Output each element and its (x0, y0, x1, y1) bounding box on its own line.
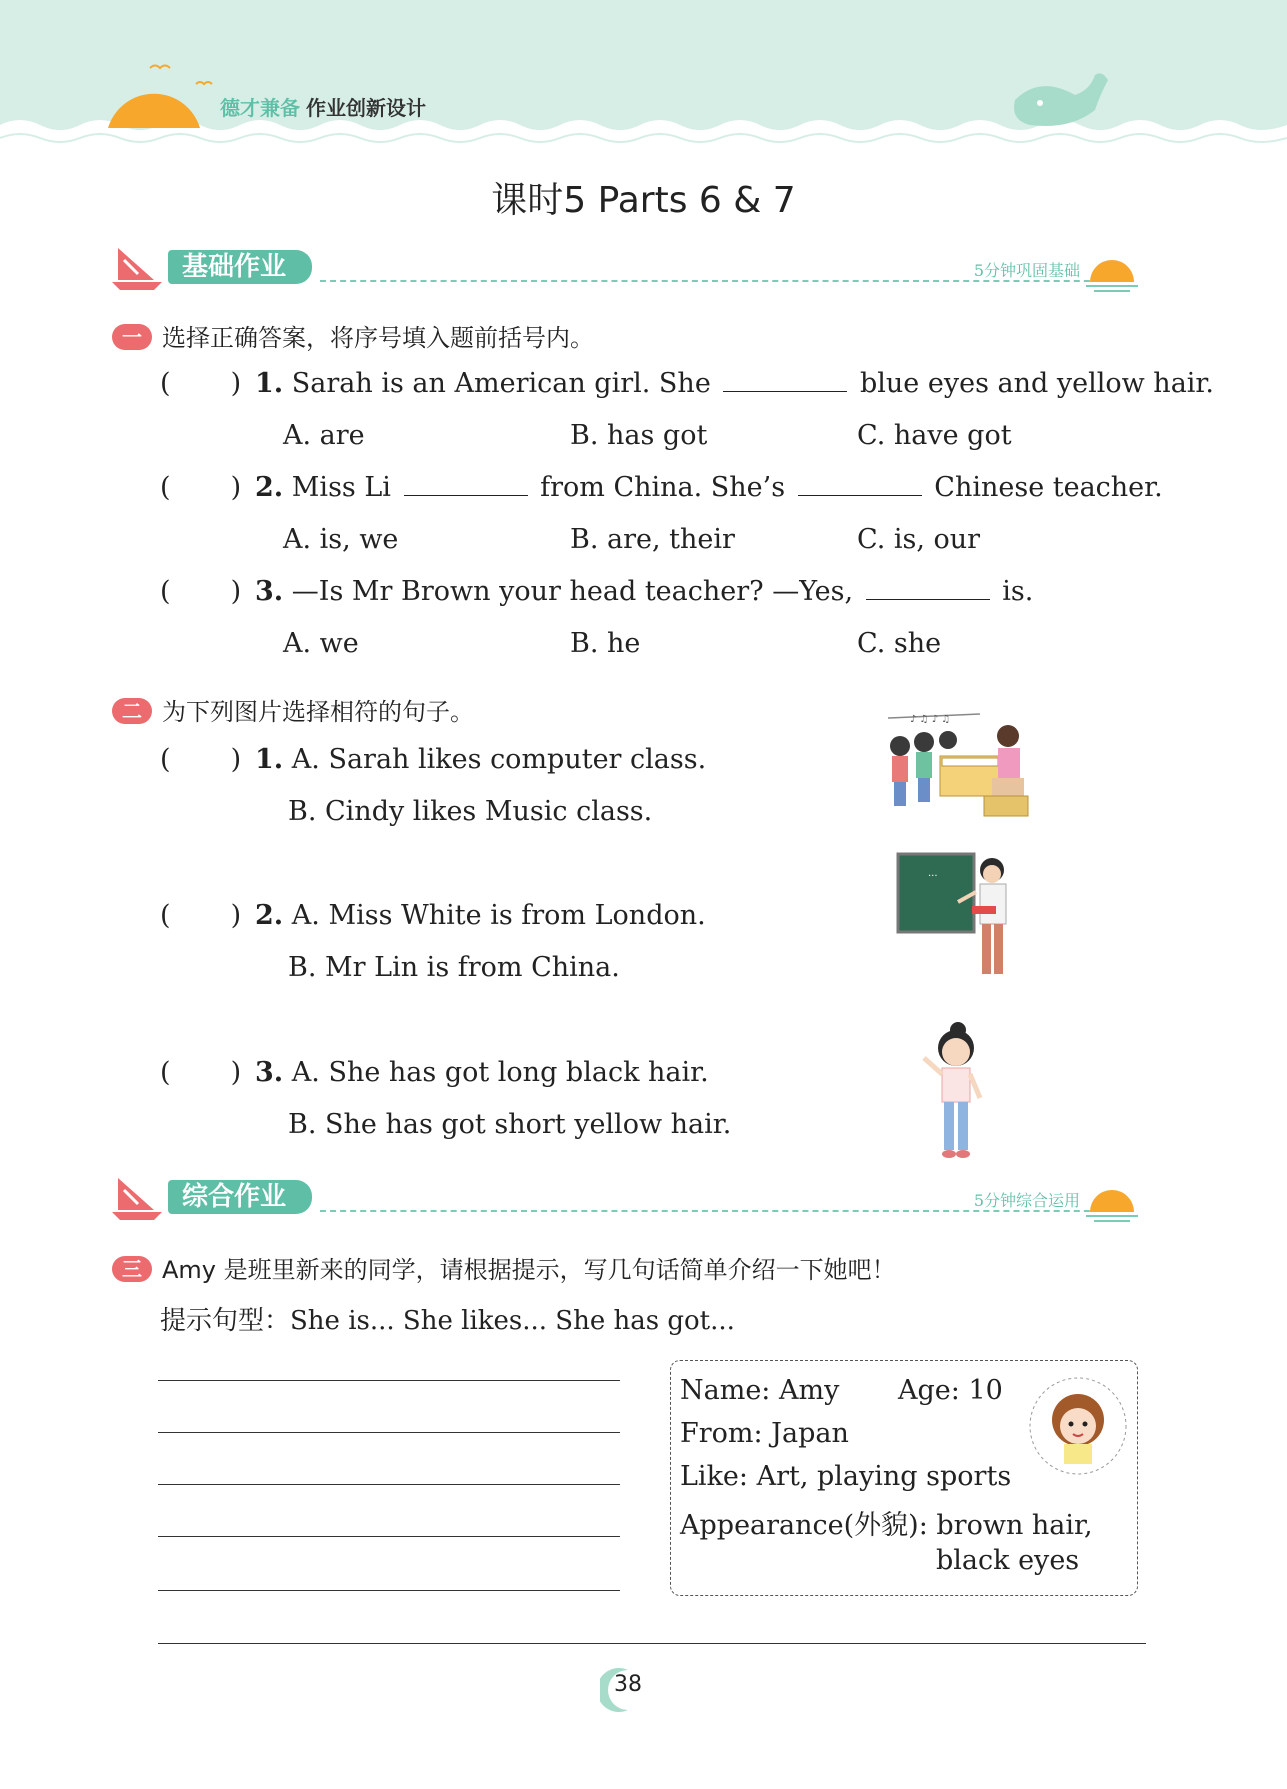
music-class-illustration (880, 706, 1030, 824)
q2-item-3-option-a: A. She has got long black hair. (291, 1057, 709, 1088)
option-b: B. he (570, 628, 641, 659)
sentence-hint: 提示句型：She is... She likes... She has got... (160, 1306, 735, 1336)
answer-bracket[interactable]: ( ) (160, 1057, 242, 1088)
q1-item-2-text-c: Chinese teacher. (934, 472, 1163, 503)
q2-item-3-a (255, 1057, 709, 1088)
header-banner (0, 0, 1287, 150)
q1-item-3-number: 3. (255, 576, 284, 607)
q2-item-1-option-b: B. Cindy likes Music class. (288, 796, 653, 827)
q2-item-2-option-a: A. Miss White is from London. (291, 900, 706, 931)
question-2-heading (112, 692, 474, 727)
answer-bracket[interactable]: ( ) (160, 576, 242, 607)
page-number: 38 (614, 1672, 642, 1697)
profile-like: Like: Art, playing sports (680, 1461, 1012, 1492)
q2-item-3-option-b: B. She has got short yellow hair. (288, 1109, 732, 1140)
q2-item-1-a (255, 744, 706, 775)
sailboat-icon (110, 244, 166, 292)
fill-blank[interactable] (798, 473, 922, 496)
footer-divider (158, 1643, 1146, 1644)
amy-avatar (1028, 1376, 1128, 1476)
q1-item-2 (255, 472, 1163, 503)
brand-slogan-a: 德才兼备 (220, 96, 300, 120)
option-b: B. are, their (570, 524, 735, 555)
question-3-heading (112, 1250, 896, 1285)
q1-item-3-text-a: —Is Mr Brown your head teacher? —Yes, (291, 576, 854, 607)
answer-bracket[interactable]: ( ) (160, 900, 242, 931)
section-basic-time: 5分钟巩固基础 (973, 261, 1080, 280)
teacher-blackboard-illustration (896, 850, 1026, 990)
section-basic-label: 基础作业 (168, 250, 312, 284)
q2-item-2-a (255, 900, 706, 931)
question-2-number: 二 (112, 698, 152, 724)
q1-item-2-text-b: from China. She’s (540, 472, 786, 503)
option-c: C. she (857, 628, 942, 659)
girl-illustration (916, 1018, 998, 1164)
q1-item-1-text-b: blue eyes and yellow hair. (859, 368, 1214, 399)
section-basic-homework (110, 244, 1150, 292)
writing-line[interactable] (158, 1432, 620, 1433)
q1-item-2-text-a: Miss Li (291, 472, 391, 503)
q1-item-2-number: 2. (255, 472, 284, 503)
q2-item-2-option-b: B. Mr Lin is from China. (288, 952, 620, 983)
q2-item-2-number: 2. (255, 900, 284, 931)
brand-slogan-b: 作业创新设计 (306, 96, 426, 120)
option-c: C. is, our (857, 524, 981, 555)
fill-blank[interactable] (723, 369, 847, 392)
svg-text:♪ ♫ ♪ ♫: ♪ ♫ ♪ ♫ (910, 714, 951, 725)
question-1-heading (112, 318, 594, 353)
answer-bracket[interactable]: ( ) (160, 368, 242, 399)
q2-item-3-number: 3. (255, 1057, 284, 1088)
small-sun-icon (1084, 252, 1140, 292)
question-3-number: 三 (112, 1256, 152, 1282)
sailboat-icon (110, 1174, 166, 1222)
answer-bracket[interactable]: ( ) (160, 744, 242, 775)
writing-line[interactable] (158, 1590, 620, 1591)
profile-appearance: Appearance(外貌): brown hair, (680, 1510, 1093, 1541)
section-comprehensive-homework (110, 1174, 1150, 1222)
question-1-instruction: 选择正确答案，将序号填入题前括号内。 (162, 324, 594, 352)
q1-item-3 (255, 576, 1033, 607)
q1-item-3-text-b: is. (1002, 576, 1034, 607)
question-3-instruction: Amy 是班里新来的同学，请根据提示，写几句话简单介绍一下她吧！ (162, 1256, 896, 1284)
q2-item-1-option-a: A. Sarah likes computer class. (291, 744, 707, 775)
q1-item-1-number: 1. (255, 368, 284, 399)
fill-blank[interactable] (404, 473, 528, 496)
small-sun-icon (1084, 1182, 1140, 1222)
q1-item-1 (255, 368, 1214, 399)
writing-line[interactable] (158, 1536, 620, 1537)
answer-bracket[interactable]: ( ) (160, 472, 242, 503)
option-a: A. are (283, 420, 365, 451)
writing-line[interactable] (158, 1484, 620, 1485)
profile-age: Age: 10 (898, 1375, 1003, 1406)
option-a: A. is, we (283, 524, 399, 555)
q1-item-1-text-a: Sarah is an American girl. She (291, 368, 711, 399)
section-comprehensive-time: 5分钟综合运用 (973, 1191, 1080, 1210)
svg-text:...: ... (928, 868, 938, 879)
writing-line[interactable] (158, 1380, 620, 1381)
section-comprehensive-label: 综合作业 (168, 1180, 312, 1214)
option-a: A. we (283, 628, 359, 659)
fill-blank[interactable] (866, 577, 990, 600)
question-1-number: 一 (112, 324, 152, 350)
page-title: 课时5 Parts 6 & 7 (491, 180, 796, 221)
profile-name: Name: Amy (680, 1375, 840, 1406)
option-c: C. have got (857, 420, 1012, 451)
profile-appearance-2: black eyes (936, 1545, 1080, 1576)
option-b: B. has got (570, 420, 708, 451)
brand-slogan (220, 92, 426, 121)
q2-item-1-number: 1. (255, 744, 284, 775)
profile-from: From: Japan (680, 1418, 849, 1449)
question-2-instruction: 为下列图片选择相符的句子。 (162, 698, 474, 726)
